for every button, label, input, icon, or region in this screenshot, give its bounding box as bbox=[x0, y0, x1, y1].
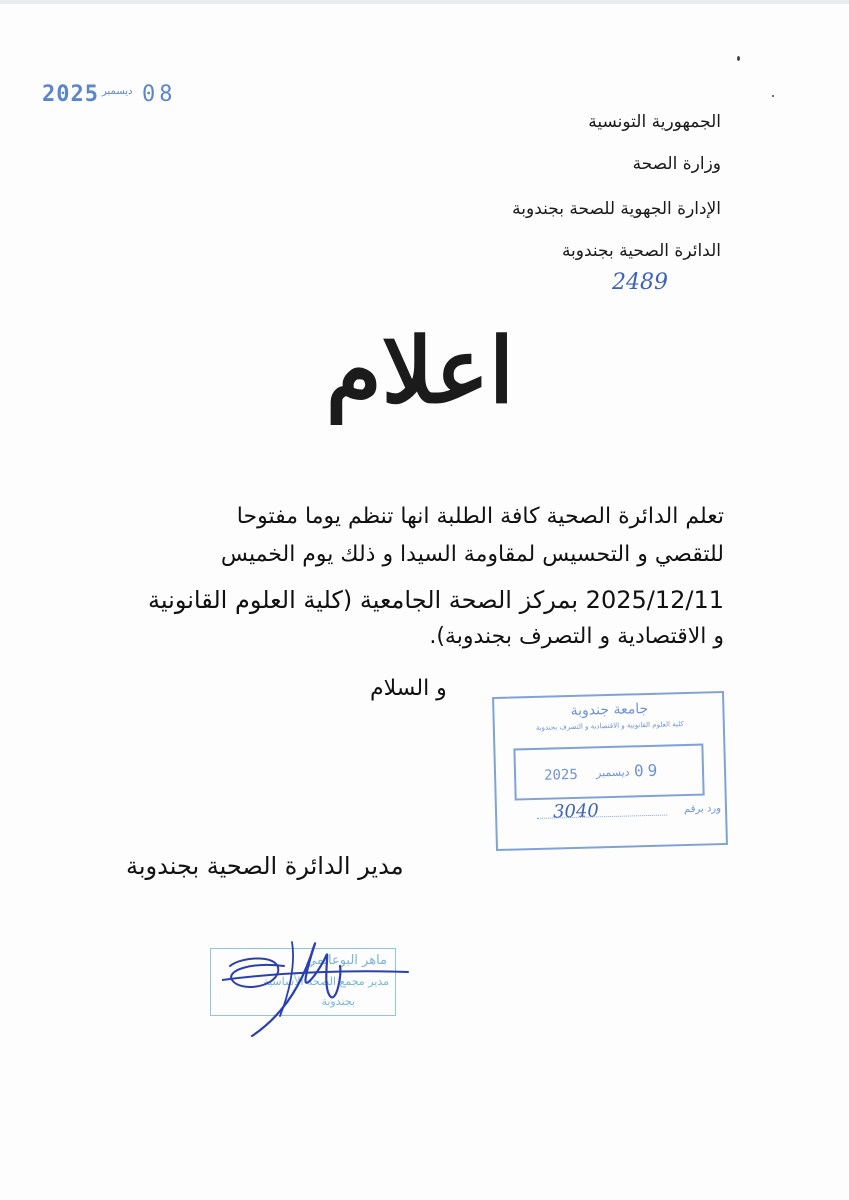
reception-stamp-subtitle: كلية العلوم القانونية و الاقتصادية و التصرف بجندوبة bbox=[535, 720, 684, 732]
signature-stamp-title: مدير مجمع الصحة الأساسية bbox=[263, 975, 389, 988]
reception-stamp-month: ديسمبر bbox=[595, 765, 630, 780]
scan-speck bbox=[737, 56, 740, 61]
body-line-1: تعلم الدائرة الصحية كافة الطلبة انها تنظم يوما مفتوحا bbox=[236, 504, 724, 529]
body-line-3: 2025/12/11 بمركز الصحة الجامعية (كلية العلوم القانونية bbox=[148, 586, 724, 614]
date-stamp-day: 08 bbox=[142, 82, 177, 107]
header-ministry: وزارة الصحة bbox=[632, 154, 721, 174]
signature-stamp-name: ماهر البوعانمي bbox=[306, 953, 387, 968]
date-stamp-year: 2025 bbox=[42, 82, 99, 107]
reception-stamp-day: 09 bbox=[633, 760, 662, 781]
date-stamp bbox=[42, 82, 182, 112]
page-title: اعلام bbox=[325, 318, 515, 424]
reception-stamp bbox=[492, 691, 728, 851]
closing-salutation: و السلام bbox=[370, 676, 447, 701]
scan-speck bbox=[772, 95, 774, 97]
body-line-4: و الاقتصادية و التصرف بجندوبة). bbox=[429, 624, 724, 649]
body-line-2: للتقصي و التحسيس لمقاومة السيدا و ذلك يوم الخميس bbox=[220, 542, 724, 567]
reception-stamp-year: 2025 bbox=[543, 766, 579, 784]
handwritten-signature bbox=[222, 936, 412, 1040]
reception-stamp-number: 3040 bbox=[552, 800, 600, 823]
scan-edge bbox=[0, 0, 849, 4]
reference-number: 2489 bbox=[612, 270, 668, 295]
date-stamp-month: ديسمبر bbox=[102, 86, 133, 97]
header-health-district: الدائرة الصحية بجندوبة bbox=[561, 241, 721, 261]
signature-stamp-place: بجندوبة bbox=[321, 995, 355, 1008]
header-regional-directorate: الإدارة الجهوية للصحة بجندوبة bbox=[512, 199, 721, 219]
signatory-title: مدير الدائرة الصحية بجندوبة bbox=[126, 852, 404, 880]
reception-stamp-title: جامعة جندوبة bbox=[570, 700, 649, 720]
reception-stamp-label: ورد برقم bbox=[683, 803, 722, 816]
header-country: الجمهورية التونسية bbox=[588, 112, 721, 132]
